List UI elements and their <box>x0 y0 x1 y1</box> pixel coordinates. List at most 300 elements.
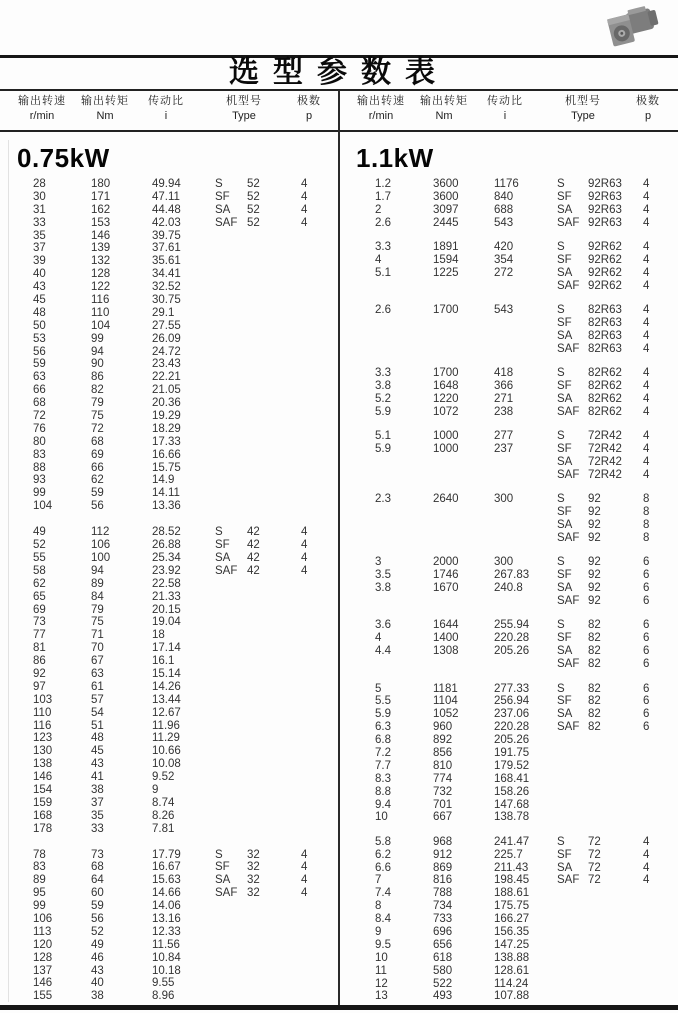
cell-type-prefix: SAF <box>557 279 580 292</box>
cell-torque: 33 <box>91 822 104 835</box>
cell-type-size: 32 <box>247 861 260 874</box>
table-row <box>339 836 678 849</box>
cell-type-size: 82 <box>588 708 601 721</box>
table-row <box>339 430 678 443</box>
cell-ratio: 688 <box>494 203 514 216</box>
cell-speed: 30 <box>33 190 46 203</box>
cell-ratio: 14.11 <box>152 487 180 500</box>
cell-speed: 5.9 <box>375 443 391 456</box>
cell-type-size: 82 <box>588 695 601 708</box>
cell-speed: 52 <box>33 539 46 552</box>
cell-speed: 123 <box>33 732 53 745</box>
cell-ratio: 12.67 <box>152 706 181 719</box>
cell-ratio: 241.47 <box>494 835 530 848</box>
table-row <box>339 595 678 608</box>
cell-ratio: 13.44 <box>152 693 181 706</box>
table-row <box>0 191 339 204</box>
cell-type-prefix: S <box>215 178 223 190</box>
header-torque: 输出转矩 Nm <box>420 95 468 122</box>
cell-type-size: 72R42 <box>588 430 622 443</box>
table-row <box>339 493 678 506</box>
cell-type-size: 72 <box>588 848 601 861</box>
row-group <box>0 849 339 1004</box>
cell-type-prefix: SF <box>557 569 572 582</box>
cell-ratio: 300 <box>494 493 514 506</box>
table-row <box>0 565 339 578</box>
cell-torque: 94 <box>91 345 104 358</box>
cell-speed: 95 <box>33 887 46 900</box>
cell-type-size: 82R62 <box>588 367 622 380</box>
cell-speed: 6.2 <box>375 848 391 861</box>
cell-torque: 162 <box>91 203 111 216</box>
table-row <box>0 436 339 449</box>
cell-torque: 56 <box>91 912 104 925</box>
cell-type-prefix: SF <box>557 317 572 330</box>
cell-type-size: 82 <box>588 632 601 645</box>
cell-torque: 100 <box>91 551 111 564</box>
table-row <box>339 990 678 1003</box>
cell-torque: 774 <box>433 772 453 785</box>
cell-torque: 51 <box>91 719 104 732</box>
cell-ratio: 840 <box>494 190 514 203</box>
cell-speed: 5.1 <box>375 430 391 443</box>
cell-type-size: 82R62 <box>588 380 622 393</box>
cell-speed: 9.4 <box>375 798 391 811</box>
cell-torque: 3600 <box>433 190 459 203</box>
cell-ratio: 166.27 <box>494 913 530 926</box>
row-group <box>339 619 678 671</box>
cell-speed: 1.7 <box>375 190 391 203</box>
table-row <box>0 952 339 965</box>
cell-torque: 73 <box>91 848 104 861</box>
cell-poles: 6 <box>643 595 650 608</box>
cell-speed: 8.8 <box>375 785 391 798</box>
cell-type-size: 72 <box>588 861 601 874</box>
table-row <box>0 810 339 823</box>
cell-speed: 106 <box>33 912 53 925</box>
table-row <box>0 977 339 990</box>
cell-ratio: 11.96 <box>152 719 180 732</box>
cell-type-size: 52 <box>247 190 260 203</box>
cell-speed: 1.2 <box>375 178 391 190</box>
cell-speed: 92 <box>33 667 46 680</box>
cell-type-prefix: SF <box>557 632 572 645</box>
table-row <box>339 874 678 887</box>
cell-type-size: 82 <box>588 645 601 658</box>
cell-type-prefix: SAF <box>557 531 580 544</box>
table-row <box>0 307 339 320</box>
cell-ratio: 147.25 <box>494 938 530 951</box>
cell-ratio: 32.52 <box>152 281 181 294</box>
cell-torque: 79 <box>91 397 104 410</box>
cell-torque: 63 <box>91 667 104 680</box>
cell-torque: 1000 <box>433 443 459 456</box>
cell-speed: 10 <box>375 951 388 964</box>
cell-ratio: 37.61 <box>152 242 181 255</box>
cell-torque: 1700 <box>433 367 459 380</box>
cell-ratio: 267.83 <box>494 569 530 582</box>
cell-type-prefix: SAF <box>557 721 580 734</box>
cell-speed: 53 <box>33 332 46 345</box>
cell-ratio: 205.26 <box>494 645 530 658</box>
cell-poles: 6 <box>643 645 650 658</box>
cell-torque: 146 <box>91 229 111 242</box>
cell-speed: 2 <box>375 203 382 216</box>
cell-poles: 6 <box>643 695 650 708</box>
cell-speed: 5.9 <box>375 708 391 721</box>
table-row <box>0 371 339 384</box>
table-row <box>339 747 678 760</box>
row-group <box>339 430 678 482</box>
cell-speed: 7.2 <box>375 746 391 759</box>
table-row <box>0 913 339 926</box>
cell-torque: 59 <box>91 487 104 500</box>
cell-speed: 146 <box>33 771 53 784</box>
cell-ratio: 225.7 <box>494 848 523 861</box>
cell-type-size: 92 <box>588 519 601 532</box>
cell-torque: 35 <box>91 809 104 822</box>
cell-type-size: 92R63 <box>588 216 622 229</box>
table-row <box>0 720 339 733</box>
cell-torque: 38 <box>91 990 104 1003</box>
cell-type-prefix: SAF <box>557 595 580 608</box>
cell-ratio: 300 <box>494 556 514 569</box>
cell-torque: 2000 <box>433 556 459 569</box>
cell-torque: 75 <box>91 616 104 629</box>
cell-torque: 1891 <box>433 241 459 254</box>
table-row <box>339 734 678 747</box>
cell-ratio: 16.1 <box>152 655 175 668</box>
cell-torque: 43 <box>91 758 104 771</box>
cell-poles: 4 <box>643 874 650 887</box>
table-row <box>0 797 339 810</box>
cell-ratio: 19.29 <box>152 410 181 423</box>
cell-ratio: 16.66 <box>152 448 181 461</box>
cell-ratio: 138.78 <box>494 811 530 824</box>
cell-poles: 4 <box>301 526 308 539</box>
cell-ratio: 366 <box>494 380 514 393</box>
table-row <box>339 760 678 773</box>
cell-type-prefix: SA <box>557 392 573 405</box>
cell-torque: 40 <box>91 977 104 990</box>
section-0-75kw <box>0 140 339 1006</box>
cell-torque: 69 <box>91 448 104 461</box>
cell-type-prefix: SF <box>557 443 572 456</box>
cell-type-prefix: SAF <box>215 216 238 229</box>
cell-type-size: 82 <box>588 619 601 632</box>
table-row <box>0 874 339 887</box>
cell-speed: 120 <box>33 938 53 951</box>
cell-type-prefix: SA <box>557 329 573 342</box>
cell-ratio: 23.92 <box>152 564 181 577</box>
power-heading: 1.1kW <box>356 143 434 173</box>
cell-poles: 6 <box>643 632 650 645</box>
cell-ratio: 418 <box>494 367 514 380</box>
cell-ratio: 13.36 <box>152 500 181 513</box>
table-row <box>0 900 339 913</box>
cell-speed: 116 <box>33 719 52 732</box>
cell-torque: 580 <box>433 964 453 977</box>
cell-speed: 3.3 <box>375 367 391 380</box>
cell-type-prefix: S <box>557 367 565 380</box>
cell-speed: 178 <box>33 822 53 835</box>
cell-speed: 48 <box>33 306 46 319</box>
cell-type-size: 92R62 <box>588 253 622 266</box>
cell-poles: 8 <box>643 519 650 532</box>
table-row <box>339 939 678 952</box>
cell-speed: 3.3 <box>375 241 391 254</box>
cell-speed: 7.7 <box>375 759 391 772</box>
cell-torque: 90 <box>91 358 104 371</box>
cell-speed: 3.8 <box>375 582 391 595</box>
cell-speed: 83 <box>33 861 46 874</box>
cell-ratio: 271 <box>494 392 514 405</box>
cell-type-prefix: S <box>557 430 565 443</box>
cell-poles: 4 <box>643 392 650 405</box>
cell-type-size: 82 <box>588 658 601 671</box>
cell-ratio: 277.33 <box>494 682 530 695</box>
cell-torque: 1052 <box>433 708 459 721</box>
cell-type-prefix: SA <box>557 266 573 279</box>
cell-poles: 4 <box>643 266 650 279</box>
cell-torque: 1594 <box>433 253 459 266</box>
cell-poles: 6 <box>643 708 650 721</box>
cell-poles: 8 <box>643 531 650 544</box>
cell-speed: 33 <box>33 216 46 229</box>
cell-torque: 1308 <box>433 645 459 658</box>
cell-torque: 696 <box>433 926 453 939</box>
cell-torque: 75 <box>91 410 104 423</box>
cell-ratio: 17.79 <box>152 848 181 861</box>
table-row <box>0 320 339 333</box>
cell-type-size: 72 <box>588 874 601 887</box>
cell-torque: 112 <box>91 526 110 539</box>
cell-ratio: 179.52 <box>494 759 530 772</box>
cell-torque: 62 <box>91 474 104 487</box>
cell-type-size: 82R63 <box>588 304 622 317</box>
cell-ratio: 22.21 <box>152 371 181 384</box>
table-row <box>0 449 339 462</box>
cell-poles: 4 <box>643 279 650 292</box>
cell-speed: 5.5 <box>375 695 391 708</box>
cell-type-size: 82R63 <box>588 342 622 355</box>
cell-ratio: 14.06 <box>152 900 181 913</box>
cell-ratio: 35.61 <box>152 255 181 268</box>
cell-torque: 89 <box>91 577 104 590</box>
table-row <box>339 721 678 734</box>
cell-type-size: 92R62 <box>588 279 622 292</box>
cell-speed: 31 <box>33 203 46 216</box>
cell-type-size: 92R63 <box>588 203 622 216</box>
cell-type-size: 92R63 <box>588 190 622 203</box>
power-heading: 0.75kW <box>17 143 110 173</box>
cell-type-prefix: SF <box>557 506 572 519</box>
cell-poles: 4 <box>643 430 650 443</box>
cell-torque: 46 <box>91 951 104 964</box>
cell-torque: 41 <box>91 771 104 784</box>
table-row <box>339 406 678 419</box>
table-row <box>0 410 339 423</box>
cell-torque: 869 <box>433 861 453 874</box>
cell-ratio: 20.15 <box>152 603 181 616</box>
cell-speed: 4 <box>375 632 382 645</box>
cell-speed: 93 <box>33 474 46 487</box>
cell-ratio: 11.29 <box>152 732 180 745</box>
cell-ratio: 15.63 <box>152 874 181 887</box>
table-row <box>0 990 339 1003</box>
cell-torque: 38 <box>91 783 104 796</box>
table-header-right <box>339 94 678 130</box>
cell-poles: 8 <box>643 506 650 519</box>
row-group <box>339 178 678 230</box>
cell-torque: 171 <box>91 190 111 203</box>
table-row <box>0 474 339 487</box>
cell-torque: 153 <box>91 216 111 229</box>
table-row <box>0 681 339 694</box>
cell-torque: 1644 <box>433 619 459 632</box>
cell-ratio: 191.75 <box>494 746 530 759</box>
cell-torque: 667 <box>433 811 453 824</box>
cell-type-prefix: SA <box>557 861 573 874</box>
cell-type-prefix: S <box>557 178 565 190</box>
cell-type-prefix: S <box>557 241 565 254</box>
cell-torque: 734 <box>433 900 453 913</box>
cell-poles: 4 <box>301 848 308 861</box>
cell-speed: 12 <box>375 977 388 990</box>
cell-torque: 104 <box>91 319 111 332</box>
cell-speed: 154 <box>33 783 53 796</box>
cell-ratio: 158.26 <box>494 785 530 798</box>
table-body <box>339 178 678 1003</box>
page-title: 选型参数表 <box>229 56 449 89</box>
table-row <box>339 708 678 721</box>
cell-speed: 104 <box>33 500 53 513</box>
cell-type-prefix: SA <box>215 874 231 887</box>
table-row <box>0 230 339 243</box>
table-row <box>339 887 678 900</box>
cell-poles: 6 <box>643 556 650 569</box>
row-group <box>339 683 678 825</box>
cell-type-prefix: SF <box>557 380 572 393</box>
cell-speed: 5.2 <box>375 392 391 405</box>
table-row <box>0 823 339 836</box>
cell-poles: 6 <box>643 569 650 582</box>
cell-speed: 77 <box>33 629 46 642</box>
table-row <box>0 384 339 397</box>
table-row <box>0 849 339 862</box>
cell-poles: 4 <box>643 178 650 190</box>
cell-ratio: 21.33 <box>152 590 181 603</box>
cell-poles: 6 <box>643 721 650 734</box>
cell-ratio: 17.33 <box>152 435 181 448</box>
cell-ratio: 22.58 <box>152 577 181 590</box>
cell-speed: 72 <box>33 410 46 423</box>
cell-speed: 49 <box>33 526 46 539</box>
cell-type-prefix: SAF <box>557 405 580 418</box>
cell-ratio: 29.1 <box>152 306 175 319</box>
cell-torque: 67 <box>91 655 104 668</box>
cell-torque: 522 <box>433 977 453 990</box>
cell-ratio: 26.88 <box>152 539 181 552</box>
cell-type-size: 72R42 <box>588 456 622 469</box>
cell-poles: 4 <box>643 468 650 481</box>
cell-speed: 130 <box>33 745 53 758</box>
table-row <box>339 569 678 582</box>
table-row <box>339 683 678 696</box>
cell-ratio: 39.75 <box>152 229 181 242</box>
cell-speed: 168 <box>33 809 53 822</box>
cell-speed: 2.6 <box>375 216 391 229</box>
table-row <box>339 786 678 799</box>
cell-torque: 618 <box>433 951 453 964</box>
cell-type-prefix: SF <box>215 539 230 552</box>
cell-type-size: 42 <box>247 526 260 539</box>
cell-speed: 3 <box>375 556 382 569</box>
cell-speed: 9 <box>375 926 382 939</box>
cell-speed: 83 <box>33 448 46 461</box>
cell-poles: 4 <box>301 551 308 564</box>
cell-torque: 52 <box>91 925 104 938</box>
cell-ratio: 188.61 <box>494 887 530 900</box>
cell-poles: 4 <box>643 241 650 254</box>
cell-poles: 4 <box>301 190 308 203</box>
cell-type-prefix: SF <box>215 190 230 203</box>
table-row <box>0 591 339 604</box>
cell-type-size: 92 <box>588 556 601 569</box>
cell-torque: 49 <box>91 938 104 951</box>
cell-ratio: 8.26 <box>152 809 175 822</box>
cell-type-size: 42 <box>247 539 260 552</box>
cell-ratio: 238 <box>494 405 514 418</box>
cell-speed: 4.4 <box>375 645 391 658</box>
cell-ratio: 18 <box>152 629 165 642</box>
cell-ratio: 20.36 <box>152 397 181 410</box>
cell-poles: 4 <box>643 861 650 874</box>
table-row <box>0 423 339 436</box>
cell-torque: 86 <box>91 371 104 384</box>
row-group <box>0 178 339 513</box>
cell-type-size: 52 <box>247 203 260 216</box>
cell-torque: 128 <box>91 268 111 281</box>
cell-poles: 6 <box>643 582 650 595</box>
cell-ratio: 15.75 <box>152 461 181 474</box>
table-row <box>0 346 339 359</box>
cell-ratio: 25.34 <box>152 551 181 564</box>
table-row <box>0 629 339 642</box>
cell-type-size: 42 <box>247 551 260 564</box>
cell-ratio: 13.16 <box>152 912 181 925</box>
cell-poles: 4 <box>643 367 650 380</box>
cell-torque: 54 <box>91 706 104 719</box>
cell-ratio: 34.41 <box>152 268 181 281</box>
cell-torque: 48 <box>91 732 104 745</box>
table-row <box>0 642 339 655</box>
cell-ratio: 42.03 <box>152 216 181 229</box>
cell-ratio: 47.11 <box>152 190 180 203</box>
table-row <box>0 668 339 681</box>
cell-poles: 4 <box>301 539 308 552</box>
cell-ratio: 211.43 <box>494 861 529 874</box>
cell-type-prefix: SA <box>557 519 573 532</box>
cell-type-size: 92 <box>588 595 601 608</box>
cell-speed: 65 <box>33 590 46 603</box>
cell-type-size: 72R42 <box>588 443 622 456</box>
table-row <box>0 771 339 784</box>
cell-type-size: 82R62 <box>588 405 622 418</box>
cell-type-size: 92 <box>588 493 601 506</box>
cell-torque: 84 <box>91 590 104 603</box>
cell-speed: 99 <box>33 900 46 913</box>
